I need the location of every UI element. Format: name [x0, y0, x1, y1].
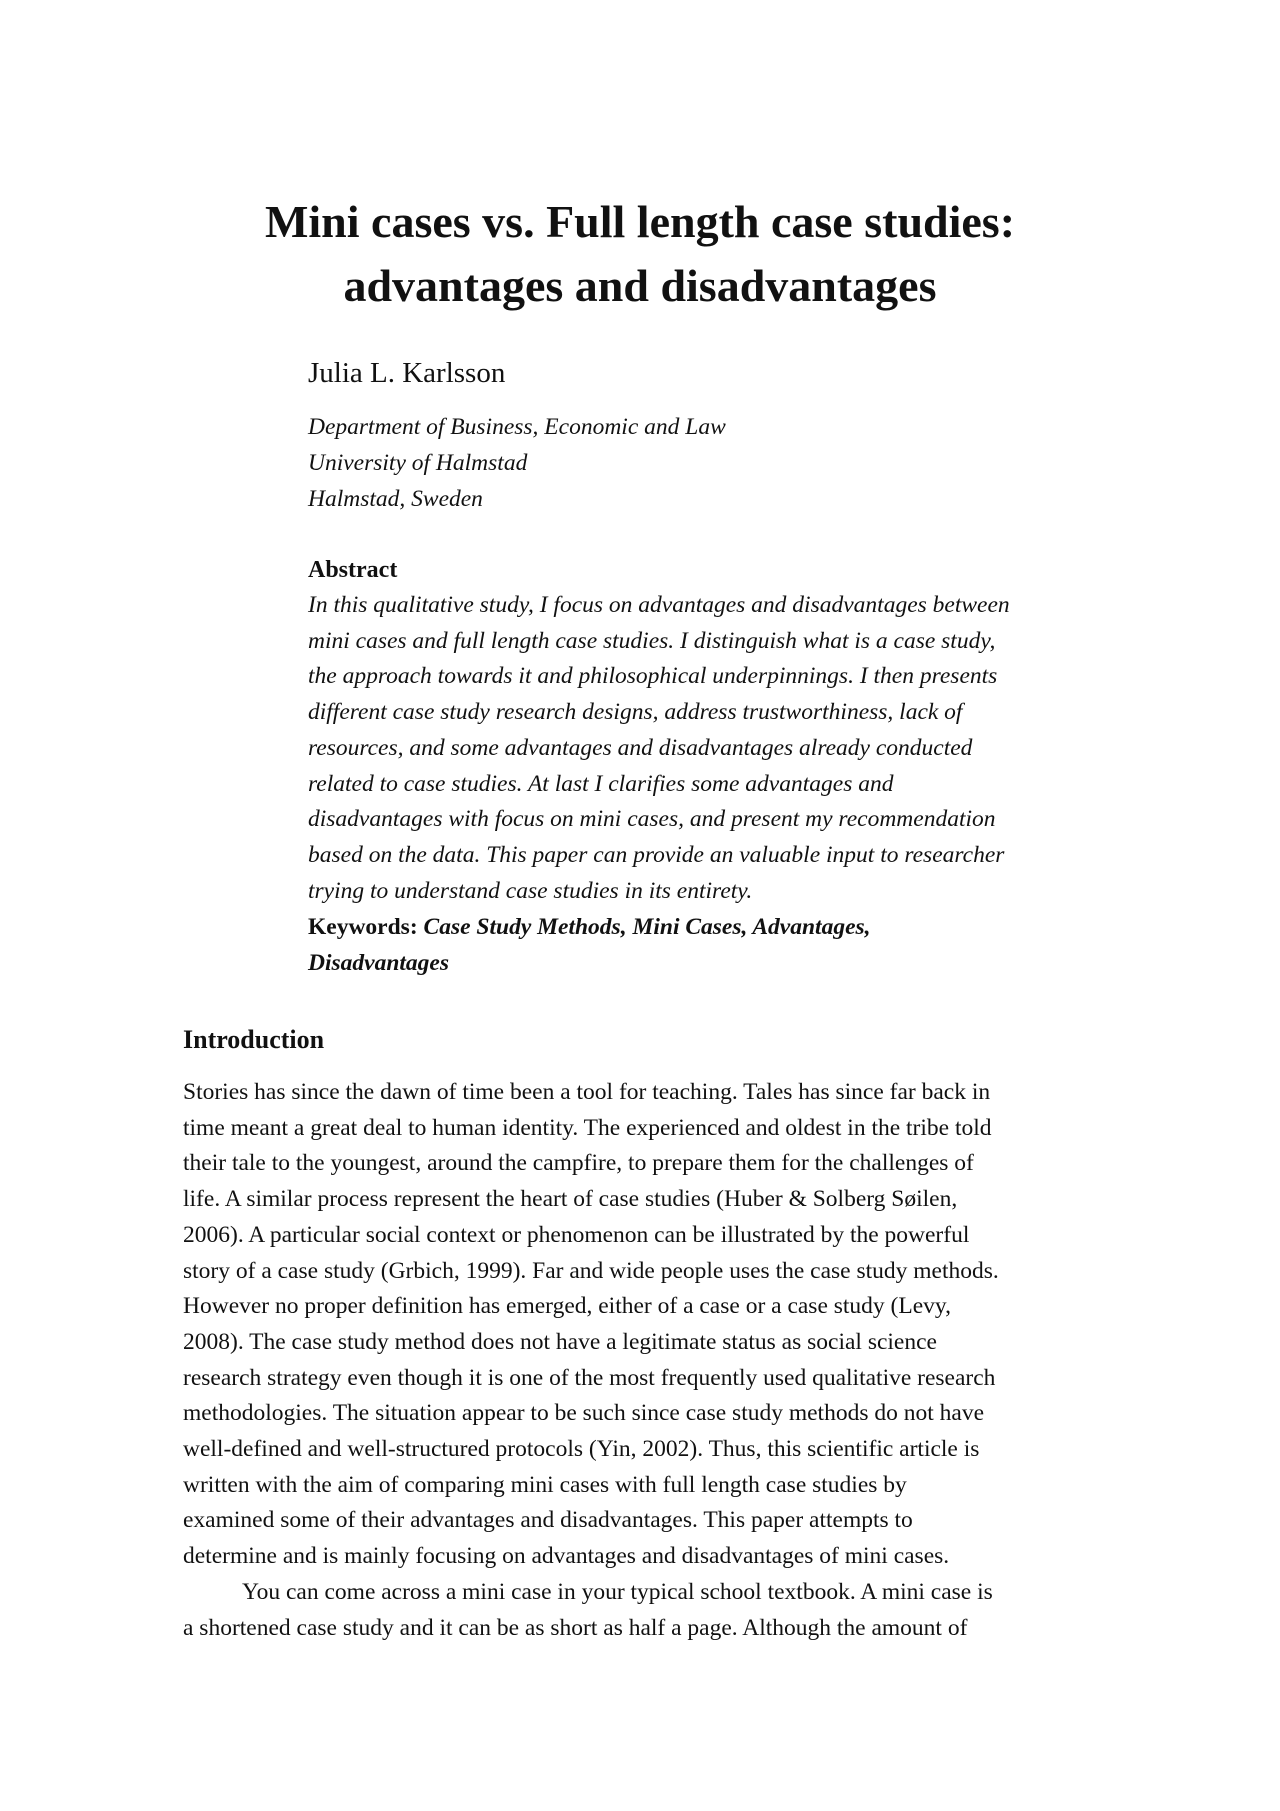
introduction-heading: Introduction — [183, 1025, 325, 1054]
body-line: Stories has since the dawn of time been a tool for teaching. Tales has since far back in — [183, 1079, 991, 1105]
paper-title — [150, 190, 1130, 318]
keywords-line-2: Disadvantages — [308, 949, 449, 976]
body-line: You can come across a mini case in your typical school textbook. A mini case is — [242, 1578, 993, 1605]
author-name: Julia L. Karlsson — [308, 357, 506, 389]
affiliation-location: Halmstad, Sweden — [308, 486, 483, 512]
abstract-line: In this qualitative study, I focus on advantages and disadvantages between — [308, 592, 1010, 618]
affiliation-university: University of Halmstad — [308, 450, 528, 476]
body-line: research strategy even though it is one of the most frequently used qualitative research — [183, 1364, 996, 1391]
body-line: written with the aim of comparing mini cases with full length case studies by — [183, 1471, 907, 1498]
body-line: determine and is mainly focusing on advantages and disadvantages of mini cases. — [183, 1543, 950, 1570]
title-line-1: Mini cases vs. Full length case studies: — [264, 196, 1016, 247]
abstract-line: related to case studies. At last I clarifies some advantages and — [308, 770, 894, 797]
abstract-line: trying to understand case studies in its entirety. — [308, 877, 753, 904]
introduction-body — [183, 1075, 1093, 1646]
title-line-2: advantages and disadvantages — [343, 260, 937, 311]
body-line: a shortened case study and it can be as short as half a page. Although the amount of — [183, 1614, 968, 1641]
body-line: 2008). The case study method does not have a legitimate status as social science — [183, 1328, 937, 1355]
abstract-line: mini cases and full length case studies. I distinguish what is a case study, — [308, 627, 996, 654]
body-line: examined some of their advantages and disadvantages. This paper attempts to — [183, 1507, 913, 1534]
body-line: However no proper definition has emerged, either of a case or a case study (Levy, — [183, 1293, 952, 1320]
keywords — [308, 910, 1108, 981]
body-line: well-defined and well-structured protocols (Yin, 2002). Thus, this scientific article is — [183, 1436, 980, 1463]
abstract-line: resources, and some advantages and disadvantages already conducted — [308, 734, 973, 761]
abstract-line: disadvantages with focus on mini cases, and present my recommendation — [308, 806, 996, 833]
body-line: time meant a great deal to human identity. The experienced and oldest in the tribe told — [183, 1114, 992, 1141]
body-line: their tale to the youngest, around the campfire, to prepare them for the challenges of — [183, 1150, 974, 1177]
body-line: life. A similar process represent the heart of case studies (Huber & Solberg Søilen, — [183, 1186, 958, 1213]
keywords-line-1 — [308, 910, 1108, 946]
keywords-label: Keywords: — [308, 914, 418, 940]
abstract-line: based on the data. This paper can provide an valuable input to researcher — [308, 841, 1005, 868]
abstract-line: different case study research designs, address trustworthiness, lack of — [308, 699, 963, 726]
body-line: story of a case study (Grbich, 1999). Far and wide people uses the case study methods. — [183, 1257, 999, 1284]
abstract-line: the approach towards it and philosophical underpinnings. I then presents — [308, 663, 998, 690]
abstract-body — [308, 588, 1108, 909]
affiliation-department: Department of Business, Economic and Law — [308, 414, 726, 440]
abstract-heading: Abstract — [308, 557, 398, 583]
keywords-values: Case Study Methods, Mini Cases, Advantages, — [423, 914, 871, 940]
body-line: 2006). A particular social context or phenomenon can be illustrated by the powerful — [183, 1221, 970, 1248]
author-affiliation — [308, 409, 726, 517]
body-line: methodologies. The situation appear to be such since case study methods do not have — [183, 1400, 984, 1427]
